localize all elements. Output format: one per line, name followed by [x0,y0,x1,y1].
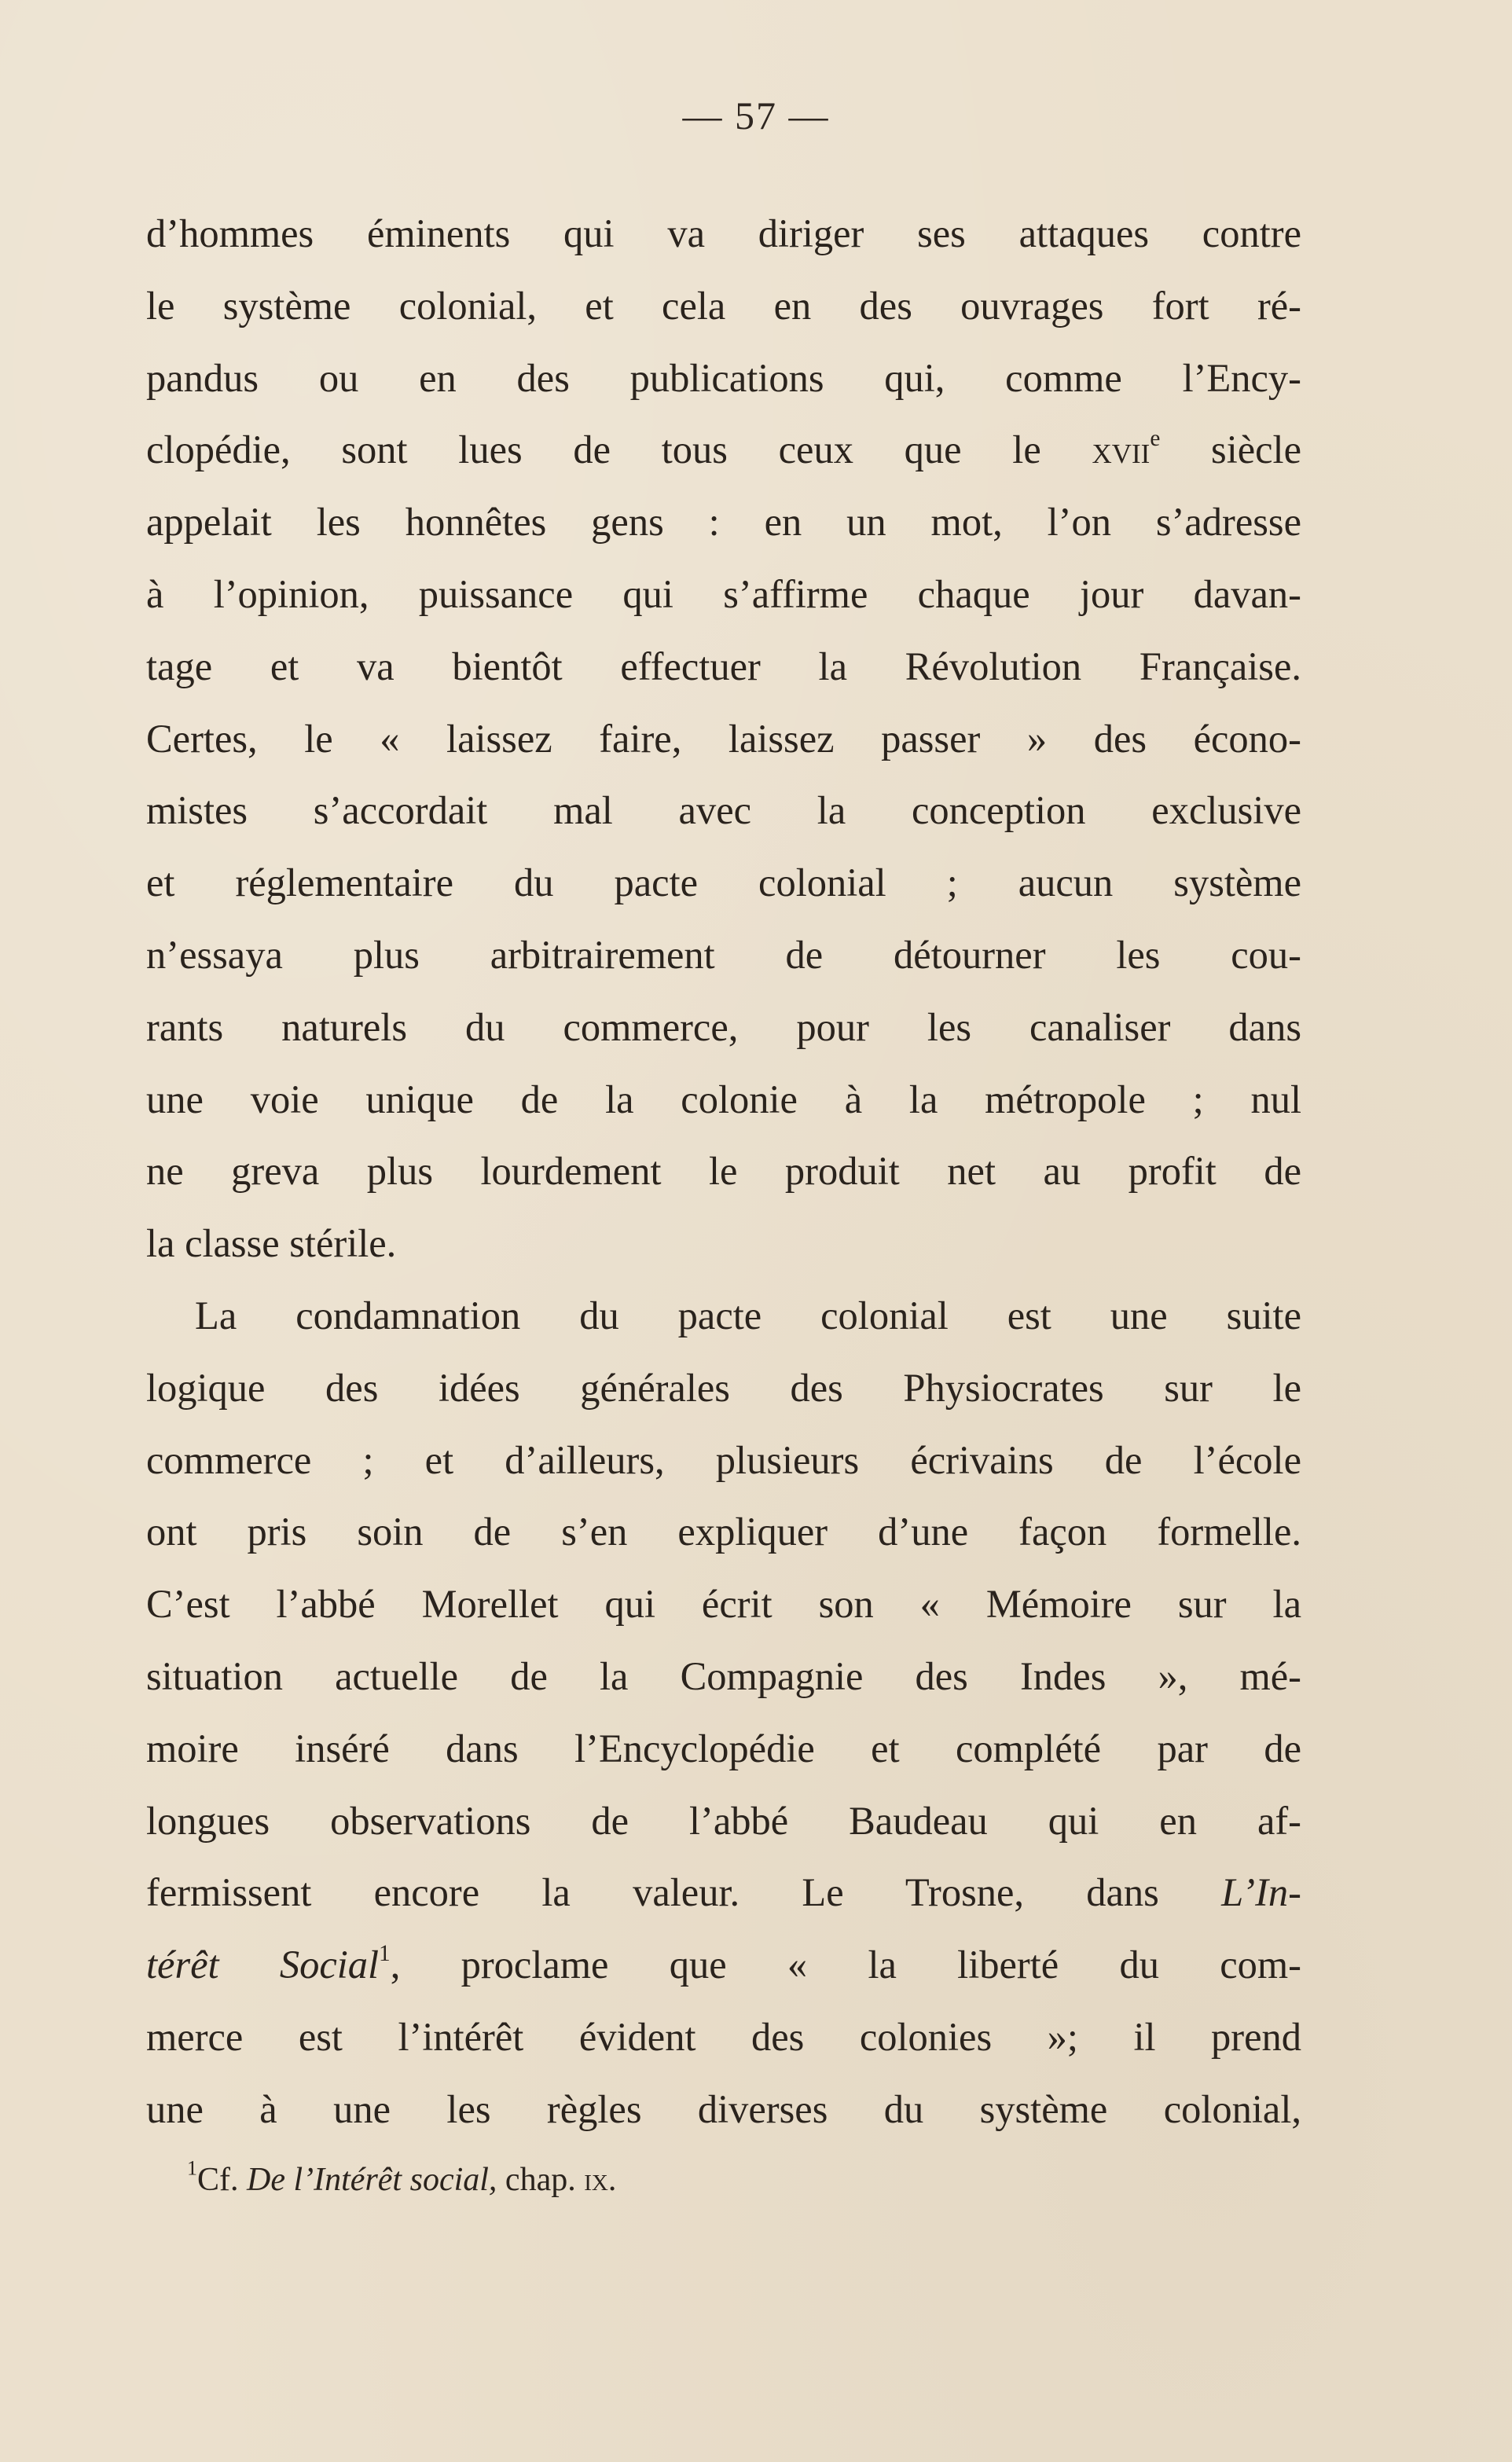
century-numeral: xvii [1092,427,1151,472]
text-line: le système colonial, et cela en des ouvrages fort ré- [146,283,1301,328]
text-line: n’essaya plus arbitrairement de détourner les cou- [146,932,1301,977]
book-title: térêt Social [146,1943,380,1987]
footnote-text: chap. [497,2162,585,2198]
text-line [146,414,1301,486]
text-line: mistes s’accordait mal avec la conception exclusive [146,788,1301,833]
text-line: Certes, le « laissez faire, laissez passer » des écono- [146,716,1301,761]
footnote-reference: 1 [379,1941,391,1967]
text-line: C’est l’abbé Morellet qui écrit son « Mémoire sur la [146,1582,1301,1627]
text-line: ne greva plus lourdement le produit net au profit de [146,1149,1301,1194]
text-span: fermissent encore la valeur. Le Trosne, dans [146,1870,1222,1915]
text-line: moire inséré dans l’Encyclopédie et complété par de [146,1726,1301,1770]
text-line: une voie unique de la colonie à la métropole ; nul [146,1077,1301,1121]
text-line [146,1857,1301,1929]
text-line: d’hommes éminents qui va diriger ses attaques contre [146,211,1301,255]
text-line: pandus ou en des publications qui, comme l’Ency- [146,355,1301,400]
text-line: à l’opinion, puissance qui s’affirme chaque jour davan- [146,571,1301,616]
text-line: situation actuelle de la Compagnie des Indes », mé- [146,1653,1301,1698]
text-line: et réglementaire du pacte colonial ; aucun système [146,860,1301,905]
text-line: une à une les règles diverses du système colonial, [146,2086,1301,2131]
text-span: , proclame que « la liberté du com- [390,1943,1301,1987]
text-line [146,1929,1301,2002]
text-line: appelait les honnêtes gens : en un mot, l’on s’adresse [146,500,1301,545]
book-title: L’In- [1221,1870,1301,1915]
superscript: e [1150,426,1161,452]
text-line: commerce ; et d’ailleurs, plusieurs écrivains de l’école [146,1437,1301,1482]
paragraph-last-line: la classe stérile. [146,1221,397,1266]
footnote-text: Cf. [197,2162,248,2198]
text-line: rants naturels du commerce, pour les canaliser dans [146,1004,1301,1049]
text-line: logique des idées générales des Physiocrates sur le [146,1365,1301,1410]
text-line: tage et va bientôt effectuer la Révolution Française. [146,644,1301,688]
paragraph-first-line: La condamnation du pacte colonial est une suite [195,1293,1301,1337]
text-span: clopédie, sont lues de tous ceux que le [146,427,1092,472]
page-number: — 57 — [682,94,830,138]
text-span: siècle [1160,427,1301,472]
body-text [146,198,1301,2146]
chapter-numeral: ix. [584,2162,617,2198]
footnote-marker: 1 [187,2156,198,2180]
footnote-title: De l’Intérêt social, [247,2162,497,2198]
text-line: longues observations de l’abbé Baudeau qui en af- [146,1798,1301,1843]
text-line: merce est l’intérêt évident des colonies »; il prend [146,2014,1301,2059]
text-line: ont pris soin de s’en expliquer d’une façon formelle. [146,1510,1301,1554]
footnote [187,2156,617,2200]
